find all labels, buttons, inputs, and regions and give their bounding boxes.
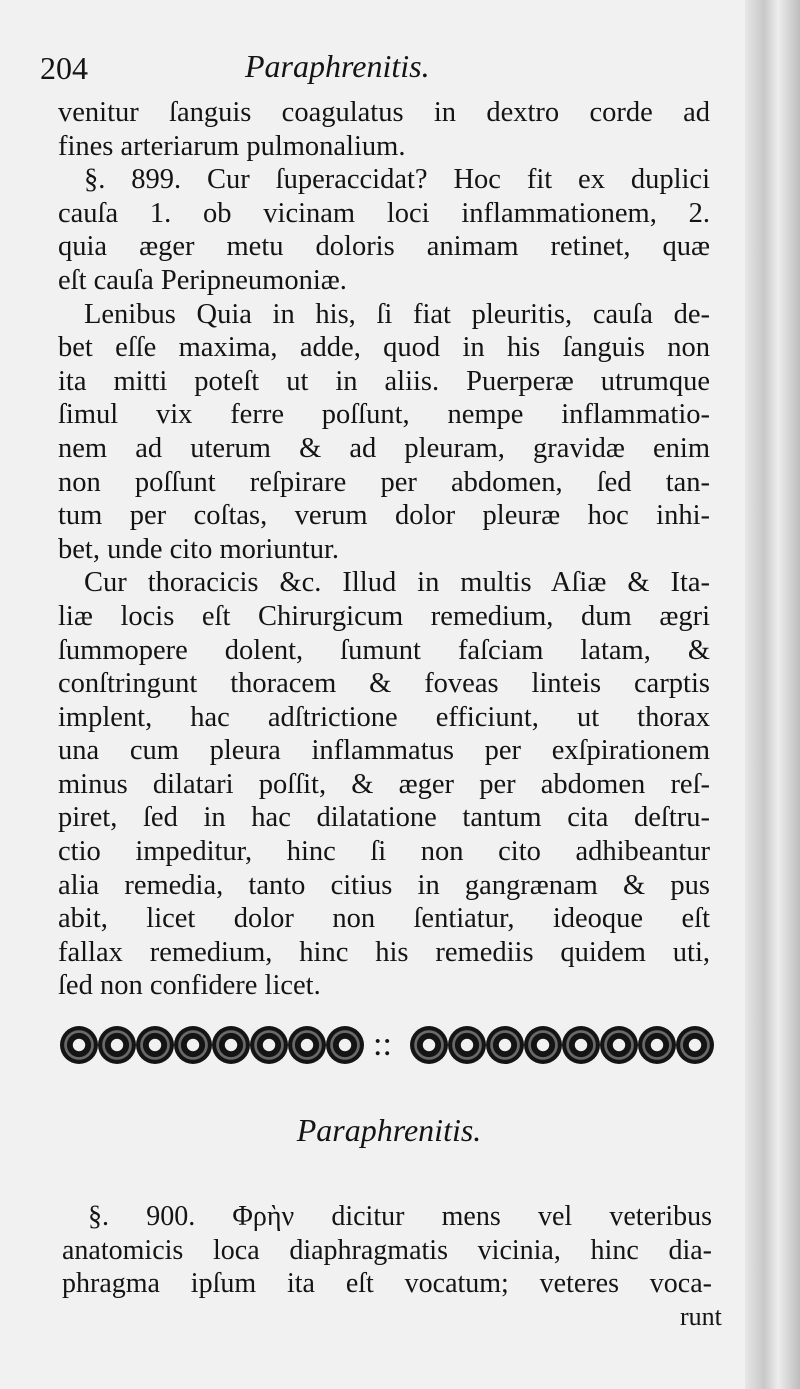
text-line: piret, ſed in hac dilatatione tantum cita deſtru- (58, 802, 710, 834)
paragraph-899-start: §. 899. Cur ſuperaccidat? Hoc fit ex duplici (84, 164, 710, 196)
page-number: 204 (40, 50, 88, 86)
text-line: quia æger metu doloris animam retinet, quæ (58, 231, 710, 263)
paragraph-lenibus-start: Lenibus Quia in his, ſi fiat pleuritis, cauſa de- (84, 298, 710, 330)
text-line: venitur ſanguis coagulatus in dextro corde ad (58, 97, 710, 128)
text-line: anatomicis loca diaphragmatis vicinia, hinc dia- (62, 1234, 712, 1266)
text-line: conſtringunt thoracem & foveas linteis carptis (58, 668, 710, 700)
ornament-icon (486, 1026, 524, 1064)
text-line: fines arteriarum pulmonalium. (58, 130, 406, 162)
section-text (62, 1200, 712, 1301)
text-line: non poſſunt reſpirare per abdomen, ſed tan- (58, 466, 710, 498)
text-line: nem ad uterum & ad pleuram, gravidæ enim (58, 432, 710, 464)
ornament-icon (250, 1026, 288, 1064)
paragraph-thoracicis-start: Cur thoracicis &c. Illud in multis Aſiæ & Ita- (84, 567, 710, 599)
body-text (58, 96, 710, 1003)
page-edge (745, 0, 800, 1389)
ornament-icon (60, 1026, 98, 1064)
ornamental-divider (60, 1020, 715, 1072)
ornament-icon (448, 1026, 486, 1064)
ornament-icon (410, 1026, 448, 1064)
text-line: implent, hac adſtrictione efficiunt, ut thorax (58, 701, 710, 733)
ornament-icon (174, 1026, 212, 1064)
ornament-icon (288, 1026, 326, 1064)
text-line: phragma ipſum ita eſt vocatum; veteres voca- (62, 1268, 712, 1300)
ornament-icon (136, 1026, 174, 1064)
running-title: Paraphrenitis. (245, 48, 430, 84)
text-line: ſed non confidere licet. (58, 970, 321, 1002)
text-line: minus dilatari poſſit, & æger per abdomen reſ- (58, 768, 710, 800)
text-line: bet eſſe maxima, adde, quod in his ſanguis non (58, 332, 710, 364)
text-line: ita mitti poteſt ut in aliis. Puerperæ utrumque (58, 365, 710, 397)
ornament-icon (212, 1026, 250, 1064)
text-line: ctio impeditur, hinc ſi non cito adhibeantur (58, 836, 710, 868)
text-line: eſt cauſa Peripneumoniæ. (58, 264, 347, 296)
text-line: abit, licet dolor non ſentiatur, ideoque eſt (58, 903, 710, 935)
ornament-icon (562, 1026, 600, 1064)
paragraph-900-start: §. 900. Φρὴν dicitur mens vel veteribus (88, 1201, 712, 1232)
ornament-icon (98, 1026, 136, 1064)
text-line: una cum pleura inflammatus per exſpirationem (58, 735, 710, 767)
ornament-icon (638, 1026, 676, 1064)
text-line: cauſa 1. ob vicinam loci inflammationem, 2. (58, 197, 710, 229)
section-title: Paraphrenitis. (296, 1112, 482, 1148)
text-line: ſimul vix ferre poſſunt, nempe inflammatio- (58, 399, 710, 431)
text-line: alia remedia, tanto citius in gangrænam & pus (58, 869, 710, 901)
text-line: liæ locis eſt Chirurgicum remedium, dum ægri (58, 600, 710, 632)
text-line: tum per coſtas, verum dolor pleuræ hoc inhi- (58, 500, 710, 532)
text-line: bet, unde cito moriuntur. (58, 533, 339, 565)
ornament-icon (326, 1026, 364, 1064)
ornament-icon (600, 1026, 638, 1064)
text-line: fallax remedium, hinc his remediis quidem uti, (58, 936, 710, 968)
page-header (40, 48, 720, 92)
ornament-icon (676, 1026, 714, 1064)
catchword: runt (680, 1302, 722, 1331)
ornament-icon (524, 1026, 562, 1064)
text-line: ſummopere dolent, ſumunt faſciam latam, & (58, 634, 710, 666)
ornament-separator: :: (373, 1026, 392, 1063)
